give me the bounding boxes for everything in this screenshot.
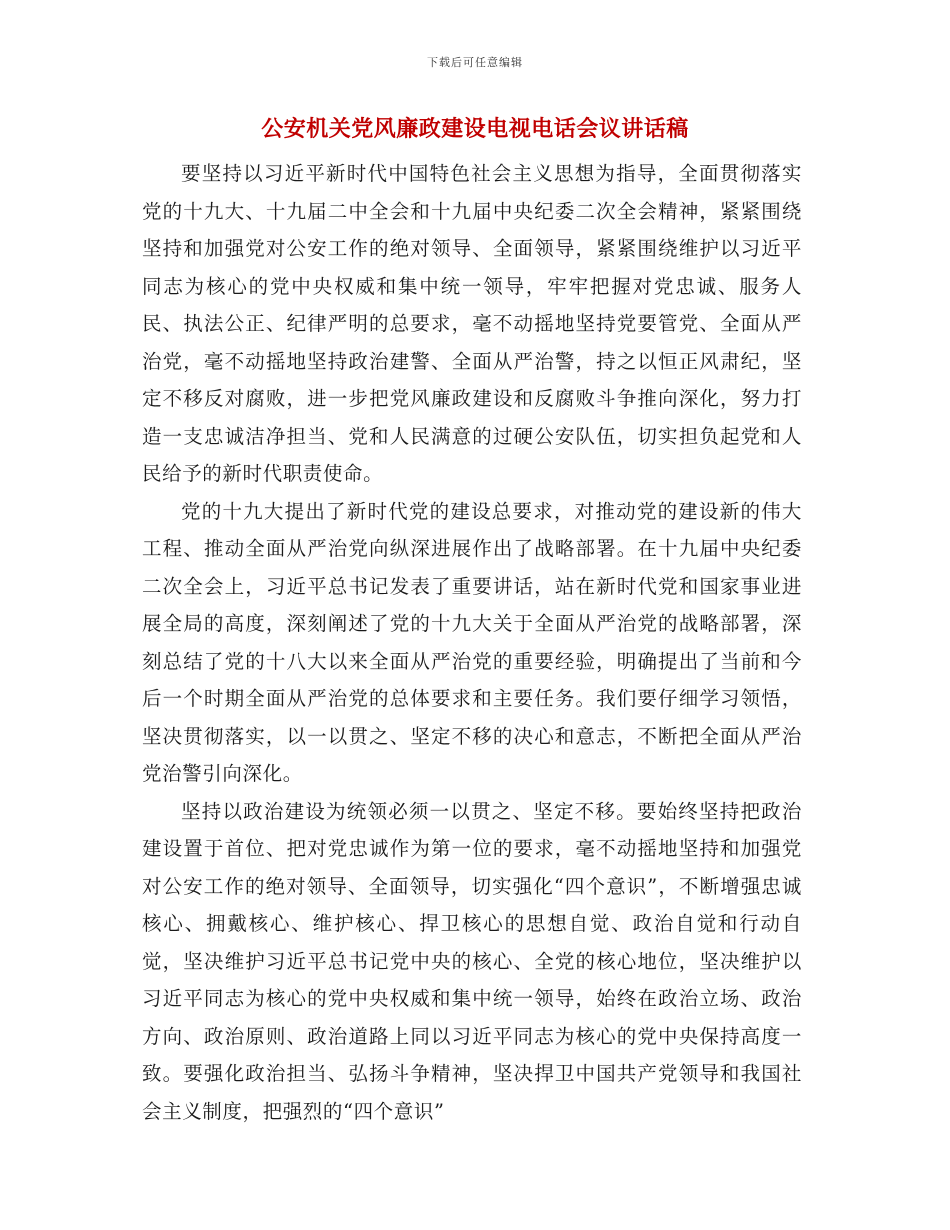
document-body: [142, 155, 802, 1130]
header-note: 下载后可任意编辑: [427, 56, 523, 69]
document-title: 公安机关党风廉政建设电视电话会议讲话稿: [261, 117, 689, 142]
paragraph-1: 要坚持以习近平新时代中国特色社会主义思想为指导，全面贯彻落实党的十九大、十九届二中全会和十九届中央纪委二次全会精神，紧紧围绕坚持和加强党对公安工作的绝对领导、全面领导，紧紧围绕维护以习近平同志为核心的党中央权威和集中统一领导，牢牢把握对党忠诚、服务人民、执法公正、纪律严明的总要求，毫不动摇地坚持党要管党、全面从严治党，毫不动摇地坚持政治建警、全面从严治警，持之以恒正风肃纪，坚定不移反对腐败，进一步把党风廉政建设和反腐败斗争推向深化，努力打造一支忠诚洁净担当、党和人民满意的过硬公安队伍，切实担负起党和人民给予的新时代职责使命。: [142, 162, 802, 485]
paragraph-2: 党的十九大提出了新时代党的建设总要求，对推动党的建设新的伟大工程、推动全面从严治党向纵深进展作出了战略部署。在十九届中央纪委二次全会上，习近平总书记发表了重要讲话，站在新时代党和国家事业进展全局的高度，深刻阐述了党的十九大关于全面从严治党的战略部署，深刻总结了党的十八大以来全面从严治党的重要经验，明确提出了当前和今后一个时期全面从严治党的总体要求和主要任务。我们要仔细学习领悟，坚决贯彻落实，以一以贯之、坚定不移的决心和意志，不断把全面从严治党治警引向深化。: [142, 499, 802, 785]
paragraph-3: 坚持以政治建设为统领必须一以贯之、坚定不移。要始终坚持把政治建设置于首位、把对党忠诚作为第一位的要求，毫不动摇地坚持和加强党对公安工作的绝对领导、全面领导，切实强化“四个意识”，不断增强忠诚核心、拥戴核心、维护核心、捍卫核心的思想自觉、政治自觉和行动自觉，坚决维护习近平总书记党中央的核心、全党的核心地位，坚决维护以习近平同志为核心的党中央权威和集中统一领导，始终在政治立场、政治方向、政治原则、政治道路上同以习近平同志为核心的党中央保持高度一致。要强化政治担当、弘扬斗争精神，坚决捍卫中国共产党领导和我国社会主义制度，把强烈的“四个意识”: [142, 799, 802, 1123]
